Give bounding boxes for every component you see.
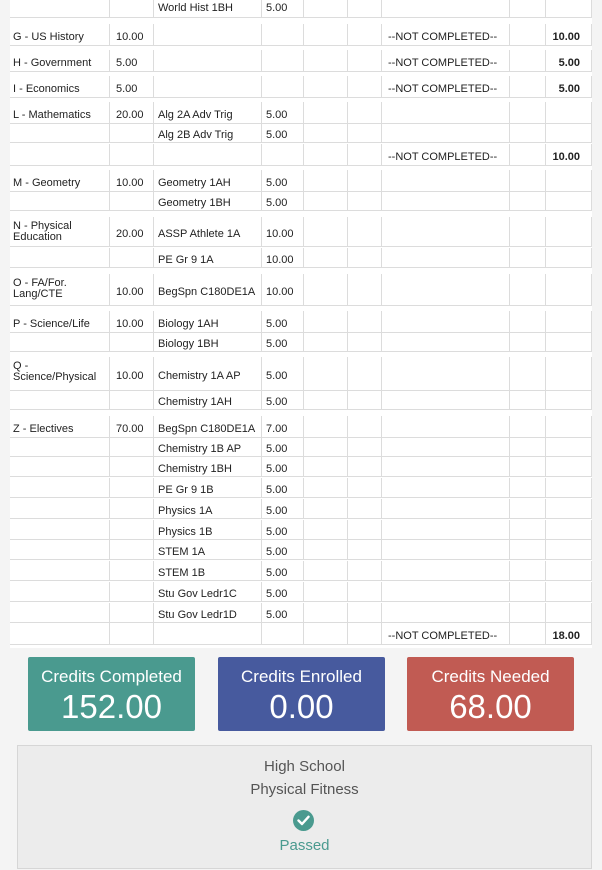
area-label: Z - Electives	[13, 423, 74, 435]
table-cell	[348, 248, 382, 267]
table-cell	[382, 390, 510, 409]
table-cell	[348, 191, 382, 210]
table-cell	[382, 311, 510, 332]
table-cell	[348, 357, 382, 390]
course-credits: 10.00	[266, 254, 294, 266]
table-row	[10, 357, 592, 391]
course-name: BegSpn C180DE1A	[158, 423, 256, 435]
course-credits: 5.00	[266, 2, 288, 14]
fitness-title-line2: Physical Fitness	[250, 781, 359, 798]
table-cell	[110, 582, 154, 601]
table-cell	[110, 540, 154, 559]
table-row	[10, 332, 592, 352]
table-cell	[546, 248, 592, 267]
table-cell	[510, 499, 546, 518]
table-cell	[348, 390, 382, 409]
required-credits: 10.00	[116, 177, 144, 189]
area-label: L - Mathematics	[13, 109, 91, 121]
table-row	[10, 540, 592, 560]
table-cell	[110, 248, 154, 267]
check-circle-icon	[293, 810, 314, 831]
table-cell	[304, 217, 348, 246]
table-cell	[10, 603, 110, 622]
required-credits: 10.00	[116, 370, 144, 382]
table-cell	[546, 437, 592, 456]
table-cell	[546, 102, 592, 123]
table-cell	[510, 416, 546, 437]
table-row	[10, 457, 592, 477]
table-cell	[510, 248, 546, 267]
table-cell	[546, 311, 592, 332]
table-cell	[262, 76, 304, 97]
table-cell	[10, 561, 110, 580]
table-cell	[348, 50, 382, 71]
table-cell	[510, 540, 546, 559]
table-cell	[154, 144, 262, 165]
table-cell	[10, 0, 110, 17]
table-cell	[510, 24, 546, 45]
table-cell	[348, 144, 382, 165]
table-cell	[154, 76, 262, 97]
table-cell	[262, 144, 304, 165]
course-credits: 5.00	[266, 609, 288, 621]
table-cell	[304, 582, 348, 601]
table-cell	[348, 437, 382, 456]
table-cell	[10, 520, 110, 539]
table-cell	[348, 540, 382, 559]
graduation-requirements-table	[10, 0, 592, 648]
course-name: PE Gr 9 1B	[158, 484, 214, 496]
table-row	[10, 144, 592, 166]
table-cell	[510, 357, 546, 390]
table-row	[10, 217, 592, 247]
table-cell	[546, 274, 592, 305]
table-cell	[382, 437, 510, 456]
table-cell	[546, 416, 592, 437]
table-cell	[154, 50, 262, 71]
table-cell	[546, 191, 592, 210]
table-cell	[546, 217, 592, 246]
table-row	[10, 437, 592, 457]
table-cell	[110, 603, 154, 622]
table-cell	[510, 437, 546, 456]
course-name: Alg 2A Adv Trig	[158, 109, 233, 121]
table-cell	[262, 24, 304, 45]
table-cell	[382, 561, 510, 580]
course-credits: 5.00	[266, 129, 288, 141]
table-cell	[382, 102, 510, 123]
table-cell	[10, 390, 110, 409]
course-credits: 5.00	[266, 463, 288, 475]
credits-completed-value: 152.00	[61, 688, 162, 725]
table-cell	[304, 603, 348, 622]
table-cell	[304, 248, 348, 267]
table-cell	[546, 357, 592, 390]
course-name: ASSP Athlete 1A	[158, 228, 241, 240]
course-name: Physics 1A	[158, 505, 213, 517]
course-name: Geometry 1AH	[158, 177, 231, 189]
physical-fitness-panel	[17, 745, 592, 869]
course-credits: 5.00	[266, 177, 288, 189]
table-row	[10, 603, 592, 623]
table-cell	[382, 123, 510, 142]
table-cell	[304, 102, 348, 123]
area-label: Q - Science/Physical	[13, 360, 97, 383]
table-cell	[304, 24, 348, 45]
table-cell	[110, 478, 154, 497]
credits-enrolled-card	[218, 657, 385, 731]
course-name: STEM 1A	[158, 546, 206, 558]
table-row	[10, 499, 592, 519]
table-cell	[348, 582, 382, 601]
table-cell	[110, 191, 154, 210]
table-cell	[304, 357, 348, 390]
table-cell	[348, 416, 382, 437]
required-credits: 20.00	[116, 228, 144, 240]
table-cell	[510, 520, 546, 539]
table-row	[10, 520, 592, 540]
fitness-status: Passed	[279, 837, 330, 854]
table-cell	[304, 499, 348, 518]
course-name: Alg 2B Adv Trig	[158, 129, 234, 141]
course-credits: 5.00	[266, 526, 288, 538]
required-credits: 10.00	[116, 318, 144, 330]
table-cell	[348, 623, 382, 644]
area-label: M - Geometry	[13, 177, 81, 189]
remaining-credits: 10.00	[552, 31, 580, 43]
table-cell	[348, 123, 382, 142]
course-credits: 5.00	[266, 567, 288, 579]
table-row	[10, 623, 592, 645]
table-cell	[546, 582, 592, 601]
required-credits: 5.00	[116, 83, 138, 95]
credits-needed-value: 68.00	[449, 688, 532, 725]
table-row	[10, 191, 592, 211]
table-cell	[546, 603, 592, 622]
table-cell	[510, 390, 546, 409]
table-cell	[348, 102, 382, 123]
table-cell	[382, 540, 510, 559]
table-cell	[348, 332, 382, 351]
table-cell	[510, 50, 546, 71]
area-label: H - Government	[13, 57, 92, 69]
course-credits: 5.00	[266, 588, 288, 600]
remaining-credits: 10.00	[552, 151, 580, 163]
table-cell	[510, 170, 546, 191]
table-cell	[382, 520, 510, 539]
table-cell	[304, 540, 348, 559]
table-cell	[510, 311, 546, 332]
completion-status: --NOT COMPLETED--	[388, 630, 498, 642]
table-cell	[10, 248, 110, 267]
table-cell	[348, 170, 382, 191]
table-cell	[382, 457, 510, 476]
table-cell	[546, 390, 592, 409]
table-cell	[510, 144, 546, 165]
table-cell	[304, 50, 348, 71]
table-cell	[510, 102, 546, 123]
table-row	[10, 76, 592, 98]
table-cell	[348, 520, 382, 539]
course-name: BegSpn C180DE1A	[158, 286, 256, 298]
course-credits: 5.00	[266, 109, 288, 121]
course-credits: 5.00	[266, 197, 288, 209]
table-cell	[382, 582, 510, 601]
remaining-credits: 18.00	[552, 630, 580, 642]
table-cell	[304, 623, 348, 644]
course-credits: 7.00	[266, 423, 288, 435]
table-cell	[110, 457, 154, 476]
area-label: O - FA/For. Lang/CTE	[13, 277, 67, 300]
table-cell	[348, 24, 382, 45]
course-name: Chemistry 1AH	[158, 396, 232, 408]
fitness-title-line1: High School	[264, 758, 345, 775]
completion-status: --NOT COMPLETED--	[388, 83, 498, 95]
area-label: I - Economics	[13, 83, 80, 95]
table-cell	[348, 311, 382, 332]
table-cell	[10, 499, 110, 518]
table-row	[10, 416, 592, 438]
table-cell	[382, 357, 510, 390]
credits-completed-label: Credits Completed	[41, 667, 182, 686]
table-cell	[382, 0, 510, 17]
table-cell	[304, 311, 348, 332]
table-cell	[382, 191, 510, 210]
table-cell	[348, 76, 382, 97]
table-cell	[304, 478, 348, 497]
table-cell	[304, 332, 348, 351]
table-cell	[510, 0, 546, 17]
table-cell	[510, 332, 546, 351]
course-name: Stu Gov Ledr1C	[158, 588, 237, 600]
credits-completed-card	[28, 657, 195, 731]
required-credits: 10.00	[116, 31, 144, 43]
course-name: Chemistry 1B AP	[158, 443, 242, 455]
course-credits: 5.00	[266, 546, 288, 558]
table-cell	[546, 540, 592, 559]
table-cell	[304, 76, 348, 97]
table-cell	[304, 170, 348, 191]
table-cell	[510, 76, 546, 97]
table-cell	[304, 520, 348, 539]
table-cell	[110, 144, 154, 165]
course-name: Chemistry 1BH	[158, 463, 232, 475]
table-row	[10, 24, 592, 46]
course-credits: 5.00	[266, 370, 288, 382]
table-cell	[546, 457, 592, 476]
remaining-credits: 5.00	[558, 83, 580, 95]
course-credits: 10.00	[266, 228, 294, 240]
table-cell	[382, 274, 510, 305]
table-cell	[348, 0, 382, 17]
table-cell	[382, 478, 510, 497]
table-cell	[348, 217, 382, 246]
course-name: Physics 1B	[158, 526, 213, 538]
table-cell	[304, 123, 348, 142]
table-cell	[510, 457, 546, 476]
table-cell	[10, 332, 110, 351]
table-cell	[546, 123, 592, 142]
table-cell	[348, 457, 382, 476]
course-credits: 5.00	[266, 484, 288, 496]
table-cell	[154, 24, 262, 45]
completion-status: --NOT COMPLETED--	[388, 57, 498, 69]
table-cell	[304, 144, 348, 165]
table-cell	[304, 561, 348, 580]
table-cell	[510, 603, 546, 622]
table-row	[10, 311, 592, 333]
table-row	[10, 123, 592, 143]
course-name: STEM 1B	[158, 567, 206, 579]
table-cell	[348, 274, 382, 305]
course-credits: 5.00	[266, 318, 288, 330]
table-row	[10, 478, 592, 498]
course-credits: 10.00	[266, 286, 294, 298]
table-row	[10, 248, 592, 268]
table-cell	[510, 191, 546, 210]
table-cell	[262, 623, 304, 644]
table-cell	[154, 623, 262, 644]
course-name: Biology 1AH	[158, 318, 219, 330]
table-cell	[110, 437, 154, 456]
table-cell	[110, 623, 154, 644]
table-cell	[304, 457, 348, 476]
table-cell	[348, 478, 382, 497]
table-cell	[382, 603, 510, 622]
table-cell	[546, 0, 592, 17]
table-cell	[348, 499, 382, 518]
table-cell	[546, 520, 592, 539]
table-cell	[382, 416, 510, 437]
table-cell	[546, 499, 592, 518]
table-cell	[382, 499, 510, 518]
table-cell	[10, 478, 110, 497]
required-credits: 70.00	[116, 423, 144, 435]
table-cell	[10, 191, 110, 210]
course-name: Chemistry 1A AP	[158, 370, 241, 382]
course-credits: 5.00	[266, 396, 288, 408]
table-cell	[110, 123, 154, 142]
table-row	[10, 582, 592, 602]
course-credits: 5.00	[266, 443, 288, 455]
completion-status: --NOT COMPLETED--	[388, 151, 498, 163]
table-cell	[382, 332, 510, 351]
table-cell	[304, 390, 348, 409]
table-cell	[10, 437, 110, 456]
completion-status: --NOT COMPLETED--	[388, 31, 498, 43]
table-row	[10, 50, 592, 72]
course-name: Geometry 1BH	[158, 197, 231, 209]
table-cell	[510, 582, 546, 601]
table-row	[10, 561, 592, 581]
credits-enrolled-label: Credits Enrolled	[241, 667, 362, 686]
table-cell	[510, 478, 546, 497]
course-credits: 5.00	[266, 338, 288, 350]
credits-needed-label: Credits Needed	[431, 667, 550, 686]
course-name: PE Gr 9 1A	[158, 254, 214, 266]
table-cell	[382, 170, 510, 191]
course-name: Biology 1BH	[158, 338, 219, 350]
table-cell	[348, 603, 382, 622]
course-name: Stu Gov Ledr1D	[158, 609, 237, 621]
table-row	[10, 390, 592, 410]
table-cell	[304, 416, 348, 437]
area-label: P - Science/Life	[13, 318, 90, 330]
table-cell	[10, 540, 110, 559]
credits-needed-card	[407, 657, 574, 731]
table-cell	[546, 561, 592, 580]
table-cell	[304, 0, 348, 17]
table-cell	[304, 274, 348, 305]
table-cell	[110, 332, 154, 351]
table-cell	[510, 623, 546, 644]
table-cell	[110, 499, 154, 518]
area-label: G - US History	[13, 31, 84, 43]
required-credits: 20.00	[116, 109, 144, 121]
table-cell	[546, 478, 592, 497]
remaining-credits: 5.00	[558, 57, 580, 69]
table-cell	[110, 561, 154, 580]
table-row	[10, 0, 592, 18]
table-cell	[546, 170, 592, 191]
area-label: N - Physical Education	[13, 220, 72, 243]
table-cell	[10, 582, 110, 601]
table-row	[10, 102, 592, 124]
table-row	[10, 170, 592, 192]
table-cell	[10, 123, 110, 142]
table-cell	[110, 0, 154, 17]
table-cell	[304, 191, 348, 210]
course-name: World Hist 1BH	[158, 2, 233, 14]
table-cell	[510, 274, 546, 305]
table-cell	[10, 457, 110, 476]
table-cell	[110, 390, 154, 409]
credits-enrolled-value: 0.00	[269, 688, 334, 725]
table-cell	[510, 217, 546, 246]
table-cell	[546, 332, 592, 351]
table-cell	[382, 217, 510, 246]
table-cell	[262, 50, 304, 71]
required-credits: 10.00	[116, 286, 144, 298]
table-cell	[382, 248, 510, 267]
required-credits: 5.00	[116, 57, 138, 69]
course-credits: 5.00	[266, 505, 288, 517]
table-cell	[10, 144, 110, 165]
table-row	[10, 274, 592, 306]
table-cell	[110, 520, 154, 539]
table-cell	[10, 623, 110, 644]
table-cell	[304, 437, 348, 456]
table-cell	[510, 561, 546, 580]
table-cell	[510, 123, 546, 142]
table-cell	[348, 561, 382, 580]
